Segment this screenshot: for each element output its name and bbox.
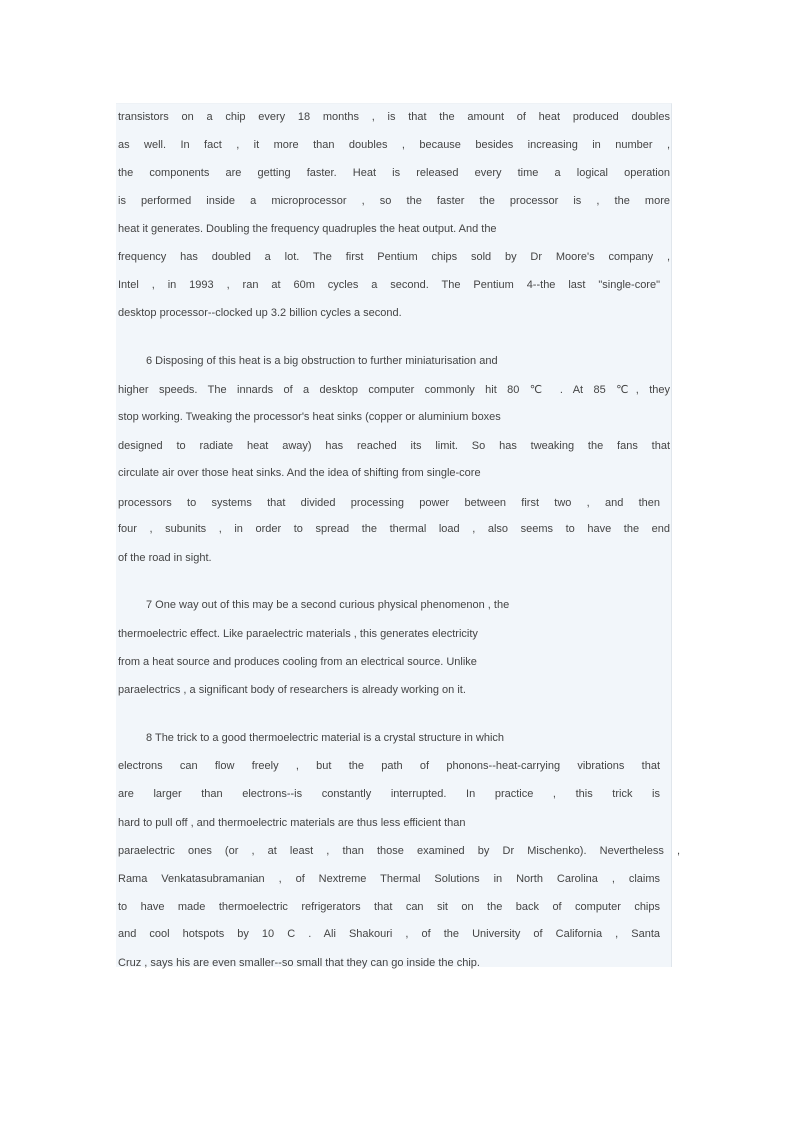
text-line: designed to radiate heat away) has reached its limit. So has tweaking the fans that (118, 440, 670, 452)
text-line: and cool hotspots by 10 C . Ali Shakouri , of the University of California , Santa (118, 928, 660, 940)
text-line: higher speeds. The innards of a desktop computer commonly hit 80 ℃ . At 85 ℃, they (118, 384, 670, 396)
paragraph-first-line: 7 One way out of this may be a second curious physical phenomenon , the (146, 599, 510, 611)
text-line: from a heat source and produces cooling from an electrical source. Unlike (118, 656, 477, 668)
text-line: transistors on a chip every 18 months , is that the amount of heat produced doubles (118, 111, 670, 123)
text-line: desktop processor--clocked up 3.2 billion cycles a second. (118, 307, 402, 319)
text-line: stop working. Tweaking the processor's heat sinks (copper or aluminium boxes (118, 411, 501, 423)
text-line: of the road in sight. (118, 552, 212, 564)
text-line: as well. In fact , it more than doubles , because besides increasing in number , (118, 139, 670, 151)
text-line: to have made thermoelectric refrigerators that can sit on the back of computer chips (118, 901, 660, 913)
paragraph-first-line: 6 Disposing of this heat is a big obstruction to further miniaturisation and (146, 355, 498, 367)
text-line: Cruz , says his are even smaller--so small that they can go inside the chip. (118, 957, 480, 969)
text-line: processors to systems that divided processing power between first two , and then (118, 497, 660, 509)
text-line: hard to pull off , and thermoelectric materials are thus less efficient than (118, 817, 466, 829)
text-line: Rama Venkatasubramanian , of Nextreme Thermal Solutions in North Carolina , claims (118, 873, 660, 885)
text-line: frequency has doubled a lot. The first Pentium chips sold by Dr Moore's company , (118, 251, 670, 263)
text-line: four , subunits , in order to spread the thermal load , also seems to have the end (118, 523, 670, 535)
text-line: electrons can flow freely , but the path of phonons--heat-carrying vibrations that (118, 760, 660, 772)
text-line: paraelectrics , a significant body of researchers is already working on it. (118, 684, 466, 696)
text-line: paraelectric ones (or , at least , than those examined by Dr Mischenko). Nevertheless , (118, 845, 680, 857)
text-line: heat it generates. Doubling the frequency quadruples the heat output. And the (118, 223, 497, 235)
text-line: circulate air over those heat sinks. And the idea of shifting from single-core (118, 467, 481, 479)
text-line: is performed inside a microprocessor , so the faster the processor is , the more (118, 195, 670, 207)
text-line: thermoelectric effect. Like paraelectric materials , this generates electricity (118, 628, 478, 640)
text-line: the components are getting faster. Heat is released every time a logical operation (118, 167, 670, 179)
text-line: are larger than electrons--is constantly interrupted. In practice , this trick is (118, 788, 660, 800)
text-line: Intel , in 1993 , ran at 60m cycles a second. The Pentium 4--the last "single-core" (118, 279, 660, 291)
paragraph-first-line: 8 The trick to a good thermoelectric material is a crystal structure in which (146, 732, 505, 744)
